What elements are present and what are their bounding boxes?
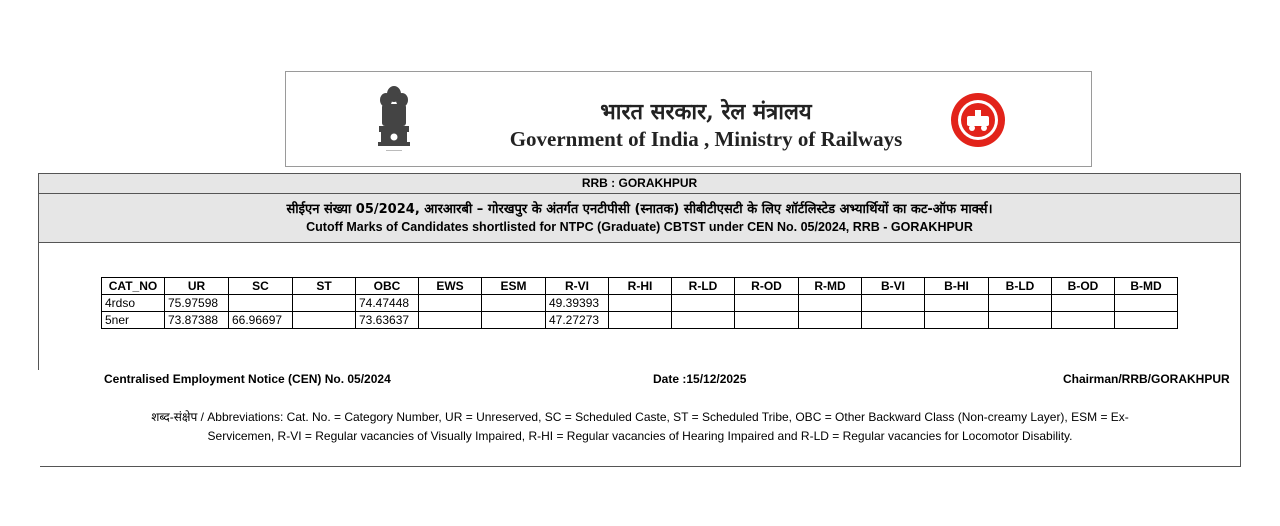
- table-cell: [293, 295, 356, 312]
- frame-gap: [37, 370, 40, 468]
- column-header: B-MD: [1115, 278, 1178, 295]
- table-row: [102, 312, 1178, 329]
- table-cell: [609, 312, 672, 329]
- table-cell: [482, 312, 546, 329]
- table-cell: [419, 295, 482, 312]
- abbreviations-line: शब्द-संक्षेप / Abbreviations: Cat. No. = Category Number, UR = Unreserved, SC = Scheduled Caste, ST = Scheduled Tribe, OBC = Other Backward Class (Non-creamy Layer), ESM = Ex-: [151, 410, 1129, 424]
- table-cell: [862, 295, 925, 312]
- column-header: R-HI: [609, 278, 672, 295]
- table-cell: [482, 295, 546, 312]
- table-cell: [862, 312, 925, 329]
- table-cell: 4rdso: [102, 295, 165, 312]
- table-cell: [419, 312, 482, 329]
- table-cell: [799, 312, 862, 329]
- signatory: Chairman/RRB/GORAKHPUR: [1063, 372, 1230, 386]
- column-header: R-VI: [546, 278, 609, 295]
- table-cell: 66.96697: [229, 312, 293, 329]
- column-header: R-MD: [799, 278, 862, 295]
- ministry-title-hindi: भारत सरकार, रेल मंत्रालय: [600, 99, 812, 125]
- column-header: B-VI: [862, 278, 925, 295]
- column-header: B-HI: [925, 278, 989, 295]
- column-header: B-LD: [989, 278, 1052, 295]
- cen-number: Centralised Employment Notice (CEN) No. 05/2024: [104, 372, 391, 386]
- column-header: B-OD: [1052, 278, 1115, 295]
- table-cell: [672, 295, 735, 312]
- table-cell: [672, 312, 735, 329]
- table-cell: [293, 312, 356, 329]
- table-cell: [989, 312, 1052, 329]
- abbreviations-line: Servicemen, R-VI = Regular vacancies of Visually Impaired, R-HI = Regular vacancies of Hearing Impaired and R-LD = Regular vacancies for Locomotor Disability.: [207, 429, 1073, 443]
- table-cell: [609, 295, 672, 312]
- table-cell: [925, 312, 989, 329]
- column-header: UR: [165, 278, 229, 295]
- table-cell: [1052, 295, 1115, 312]
- column-header: SC: [229, 278, 293, 295]
- table-cell: 74.47448: [356, 295, 419, 312]
- column-header: OBC: [356, 278, 419, 295]
- rrb-label: RRB : GORAKHPUR: [39, 174, 1240, 194]
- table-cell: 75.97598: [165, 295, 229, 312]
- cutoff-table: [101, 277, 1178, 329]
- table-cell: [229, 295, 293, 312]
- table-cell: [1115, 312, 1178, 329]
- indian-railways-logo-icon: [950, 92, 1006, 148]
- table-row: [102, 295, 1178, 312]
- table-cell: 49.39393: [546, 295, 609, 312]
- table-cell: [735, 312, 799, 329]
- column-header: R-OD: [735, 278, 799, 295]
- notice-heading-english: Cutoff Marks of Candidates shortlisted for NTPC (Graduate) CBTST under CEN No. 05/2024, RRB - GORAKHPUR: [306, 220, 973, 234]
- table-cell: [735, 295, 799, 312]
- column-header: ST: [293, 278, 356, 295]
- table-header-row: [102, 278, 1178, 295]
- abbreviations-note: [120, 408, 1160, 446]
- national-emblem-icon: [374, 84, 414, 160]
- table-cell: 73.87388: [165, 312, 229, 329]
- column-header: EWS: [419, 278, 482, 295]
- notice-heading-hindi: सीईएन संख्या 05/2024, आरआरबी – गोरखपुर के अंतर्गत एनटीपीसी (स्नातक) सीबीटीएसटी के लिए शॉर्टलिस्टेड अभ्यार्थियों का कट-ऑफ मार्क्स।: [286, 202, 993, 217]
- notice-date: Date :15/12/2025: [653, 372, 747, 386]
- table-cell: [989, 295, 1052, 312]
- column-header: CAT_NO: [102, 278, 165, 295]
- table-cell: [799, 295, 862, 312]
- table-cell: [1052, 312, 1115, 329]
- notice-heading: [39, 194, 1240, 243]
- table-cell: 73.63637: [356, 312, 419, 329]
- table-cell: [1115, 295, 1178, 312]
- column-header: ESM: [482, 278, 546, 295]
- letterhead: [285, 71, 1092, 167]
- table-cell: [925, 295, 989, 312]
- table-cell: 47.27273: [546, 312, 609, 329]
- table-cell: 5ner: [102, 312, 165, 329]
- column-header: R-LD: [672, 278, 735, 295]
- ministry-title-english: Government of India , Ministry of Railways: [509, 127, 903, 151]
